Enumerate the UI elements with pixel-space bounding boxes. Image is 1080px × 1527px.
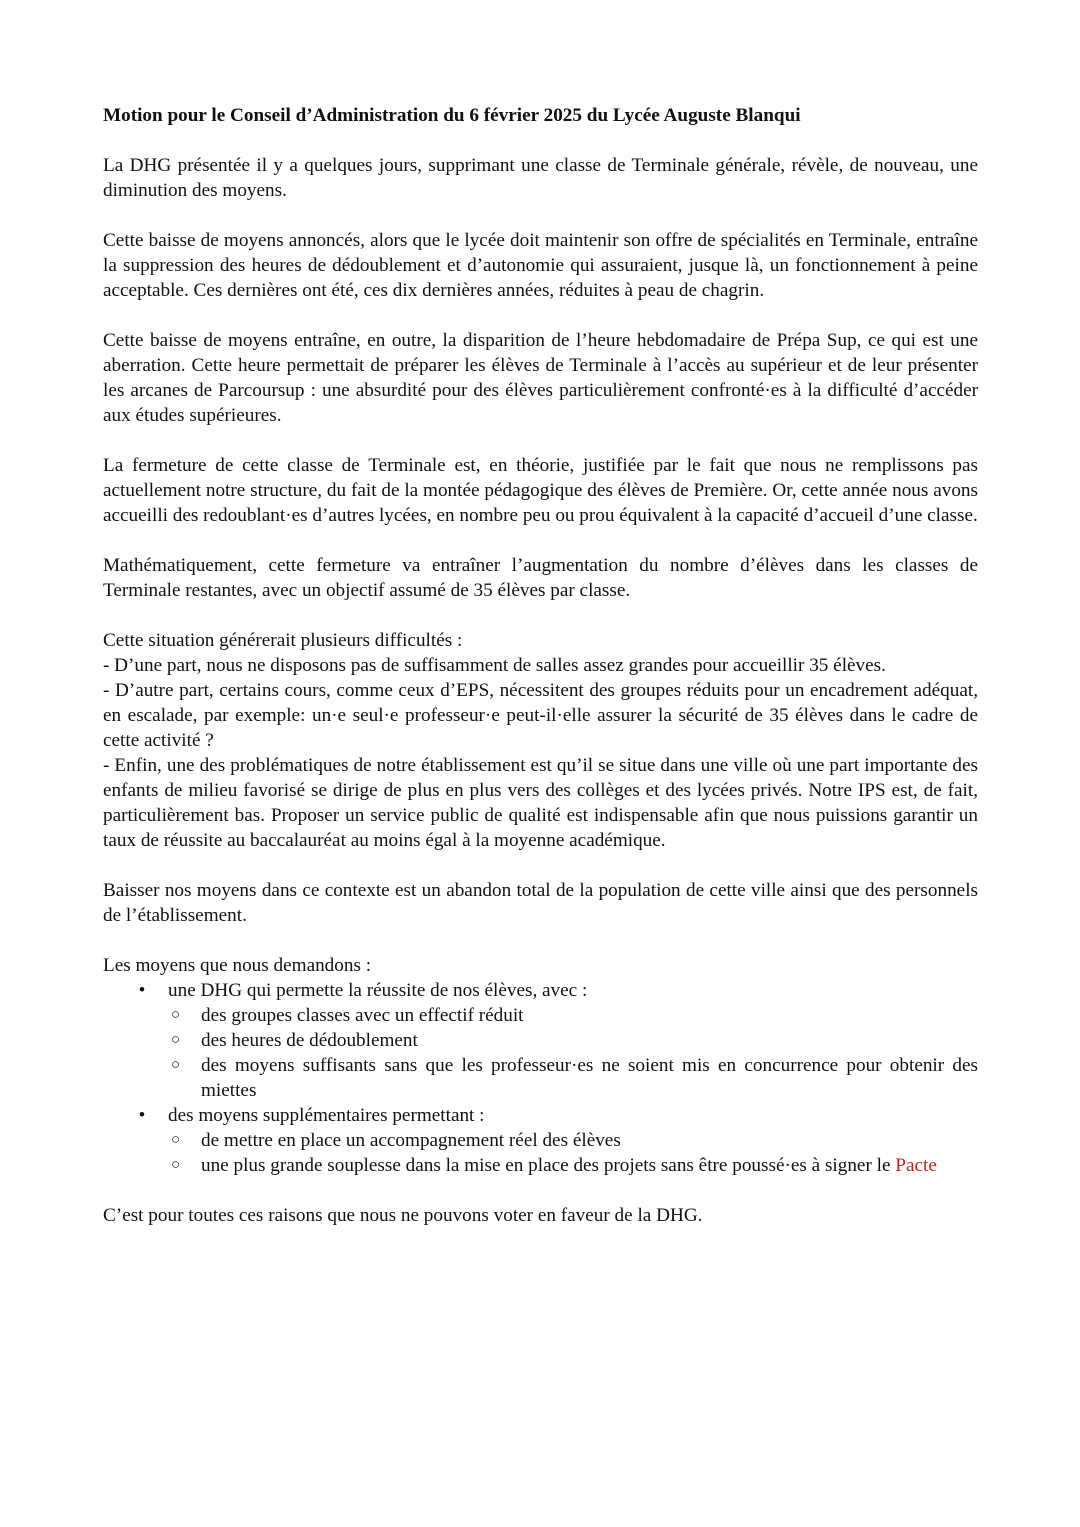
bullet-icon: •	[138, 1105, 146, 1126]
demands-list	[103, 978, 978, 1178]
difficulty-item: - Enfin, une des problématiques de notre établissement est qu’il se situe dans une ville où une part importante des enfants de milieu favorisé se dirige de plus en plus vers des collèges et des lycées privés. Notre IPS est, de fait, particulièrement bas. Proposer un service public de qualité est indispensable afin que nous puissions garantir un taux de réussite au baccalauréat au moins égal à la moyenne académique.	[103, 755, 978, 851]
document-title: Motion pour le Conseil d’Administration du 6 février 2025 du Lycée Auguste Blanqui	[103, 105, 801, 126]
demand-subitem	[168, 1053, 978, 1103]
difficulty-item: - D’autre part, certains cours, comme ceux d’EPS, nécessitent des groupes réduits pour un encadrement adéquat, en escalade, par exemple: un·e seul·e professeur·e peut-il·elle assurer la sécurité de 35 élèves dans le cadre de cette activité ?	[103, 680, 978, 751]
demand-label: des moyens supplémentaires permettant :	[168, 1105, 485, 1126]
demand-item	[103, 978, 978, 1103]
demand-subitem	[168, 1003, 978, 1028]
difficulties-section	[103, 628, 978, 853]
demand-subitem-text: des groupes classes avec un effectif réduit	[201, 1005, 524, 1026]
demand-subitem-text: une plus grande souplesse dans la mise en place des projets sans être poussé·es à signer le	[201, 1155, 891, 1176]
paragraph-dhg: La DHG présentée il y a quelques jours, supprimant une classe de Terminale générale, révèle, de nouveau, une diminution des moyens.	[103, 155, 978, 201]
circle-bullet-icon: ○	[171, 1032, 181, 1048]
demand-label: une DHG qui permette la réussite de nos élèves, avec :	[168, 980, 588, 1001]
circle-bullet-icon: ○	[171, 1132, 181, 1148]
demands-section	[103, 953, 978, 1178]
final-sentence: C’est pour toutes ces raisons que nous ne pouvons voter en faveur de la DHG.	[103, 1205, 703, 1226]
demand-subitem	[168, 1028, 978, 1053]
demand-item	[103, 1103, 978, 1178]
demand-subitem	[168, 1128, 978, 1153]
demand-sublist	[168, 1003, 978, 1103]
demand-subitem	[168, 1153, 978, 1178]
demand-subitem-text: des heures de dédoublement	[201, 1030, 418, 1051]
paragraph-abandon: Baisser nos moyens dans ce contexte est un abandon total de la population de cette ville ainsi que des personnels de l’établissement.	[103, 880, 978, 926]
demand-subitem-text: des moyens suffisants sans que les professeur·es ne soient mis en concurrence pour obtenir des miettes	[201, 1055, 978, 1101]
difficulties-intro: Cette situation générerait plusieurs difficultés :	[103, 630, 463, 651]
paragraph-baisse-moyens: Cette baisse de moyens annoncés, alors que le lycée doit maintenir son offre de spécialités en Terminale, entraîne la suppression des heures de dédoublement et d’autonomie qui assuraient, jusque là, un fonctionnement à peine acceptable. Ces dernières ont été, ces dix dernières années, réduites à peau de chagrin.	[103, 230, 978, 301]
paragraph-fermeture: La fermeture de cette classe de Terminale est, en théorie, justifiée par le fait que nous ne remplissons pas actuellement notre structure, du fait de la montée pédagogique des élèves de Première. Or, cette année nous avons accueilli des redoublant·es d’autres lycées, en nombre peu ou prou équivalent à la capacité d’accueil d’une classe.	[103, 455, 978, 526]
circle-bullet-icon: ○	[171, 1157, 181, 1173]
paragraph-prepa-sup: Cette baisse de moyens entraîne, en outre, la disparition de l’heure hebdomadaire de Prépa Sup, ce qui est une aberration. Cette heure permettait de préparer les élèves de Terminale à l’accès au supérieur et de leur présenter les arcanes de Parcoursup : une absurdité pour des élèves particulièrement confronté·es à la difficulté d’accéder aux études supérieures.	[103, 330, 978, 426]
pacte-link[interactable]: Pacte	[895, 1155, 937, 1176]
difficulty-item: - D’une part, nous ne disposons pas de suffisamment de salles assez grandes pour accueillir 35 élèves.	[103, 655, 886, 676]
circle-bullet-icon: ○	[171, 1007, 181, 1023]
document-page	[103, 103, 978, 1228]
circle-bullet-icon: ○	[171, 1057, 181, 1073]
paragraph-mathematiquement: Mathématiquement, cette fermeture va entraîner l’augmentation du nombre d’élèves dans les classes de Terminale restantes, avec un objectif assumé de 35 élèves par classe.	[103, 555, 978, 601]
bullet-icon: •	[138, 980, 146, 1001]
demand-sublist	[168, 1128, 978, 1178]
demand-subitem-text: de mettre en place un accompagnement réel des élèves	[201, 1130, 621, 1151]
demands-intro: Les moyens que nous demandons :	[103, 955, 372, 976]
